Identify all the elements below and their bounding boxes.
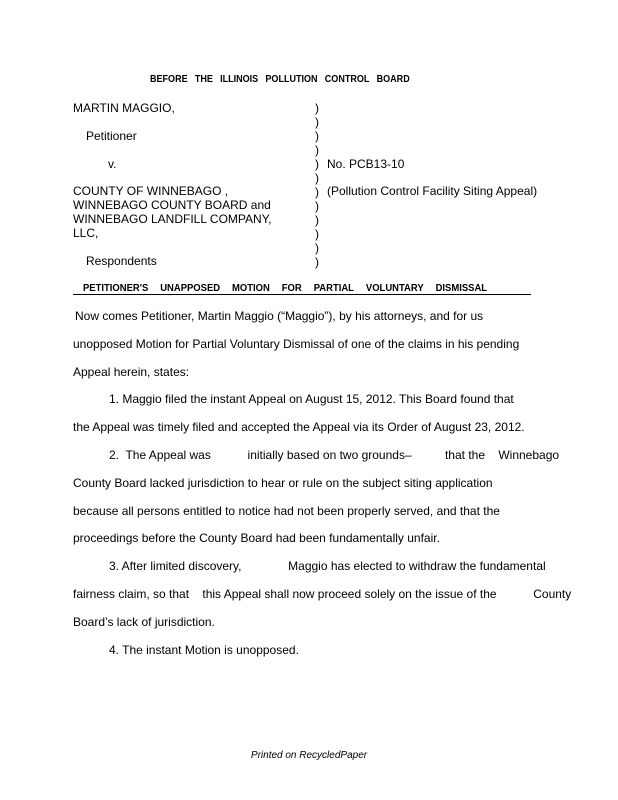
- respondent-role: Respondents: [86, 254, 157, 268]
- case-type: (Pollution Control Facility Siting Appeal): [327, 184, 538, 198]
- heading-word: BOARD: [376, 73, 410, 85]
- para2-line: proceedings before the County Board had been fundamentally unfair.: [73, 531, 440, 545]
- title-underline: [73, 294, 531, 295]
- caption-paren: ): [315, 101, 319, 115]
- para2-line: County Board lacked jurisdiction to hear or rule on the subject siting application: [73, 476, 493, 490]
- heading-word: THE: [194, 73, 213, 85]
- caption-paren: ): [315, 241, 319, 255]
- heading-word: POLLUTION: [265, 73, 318, 85]
- motion-title-word: VOLUNTARY: [365, 282, 424, 294]
- motion-title-word: MOTION: [232, 282, 270, 294]
- heading-word: CONTROL: [324, 73, 370, 85]
- case-number: No. PCB13-10: [327, 157, 405, 171]
- versus: v.: [108, 157, 117, 171]
- motion-title-word: PETITIONER'S: [83, 282, 149, 294]
- caption-paren: ): [315, 255, 319, 269]
- caption-paren: ): [315, 171, 319, 185]
- para2-line: 2. The Appeal was initially based on two grounds– that the Winnebago: [109, 448, 560, 462]
- para2-line: because all persons entitled to notice had not been properly served, and that the: [73, 504, 500, 518]
- motion-title: [83, 282, 487, 294]
- motion-title-word: DISMISSAL: [435, 282, 488, 294]
- para3-line: 3. After limited discovery, Maggio has elected to withdraw the fundamental: [109, 559, 546, 573]
- motion-title-word: PARTIAL: [313, 282, 354, 294]
- respondent-line: WINNEBAGO COUNTY BOARD and: [73, 198, 271, 212]
- petitioner-name: MARTIN MAGGIO,: [73, 101, 175, 115]
- para1-line: 1. Maggio filed the instant Appeal on August 15, 2012. This Board found that: [109, 392, 514, 406]
- para3-line: fairness claim, so that this Appeal shall now proceed solely on the issue of the County: [73, 587, 572, 601]
- caption-paren: ): [315, 143, 319, 157]
- respondent-line: LLC,: [73, 226, 99, 240]
- caption-paren: ): [315, 129, 319, 143]
- para4-line: 4. The instant Motion is unopposed.: [109, 643, 299, 657]
- respondent-line: COUNTY OF WINNEBAGO ,: [73, 184, 229, 198]
- intro-line: Appeal herein, states:: [73, 365, 190, 379]
- intro-line: Now comes Petitioner, Martin Maggio (“Maggio”), by his attorneys, and for us: [75, 309, 484, 323]
- caption-paren: ): [315, 213, 319, 227]
- caption-paren: ): [315, 157, 319, 171]
- para1-line: the Appeal was timely filed and accepted the Appeal via its Order of August 23, 2012.: [73, 420, 525, 434]
- motion-title-word: UNAPPOSED: [160, 282, 221, 294]
- petitioner-role: Petitioner: [86, 129, 137, 143]
- caption-paren: ): [315, 199, 319, 213]
- caption-paren: ): [315, 115, 319, 129]
- footer-note: Printed on RecycledPaper: [250, 750, 368, 761]
- caption-paren: ): [315, 185, 319, 199]
- para3-line: Board’s lack of jurisdiction.: [73, 615, 215, 629]
- intro-line: unopposed Motion for Partial Voluntary Dismissal of one of the claims in his pending: [73, 337, 520, 351]
- motion-title-word: FOR: [281, 282, 302, 294]
- board-heading: [150, 73, 410, 85]
- caption-paren: ): [315, 227, 319, 241]
- respondent-line: WINNEBAGO LANDFILL COMPANY,: [73, 212, 272, 226]
- heading-word: BEFORE: [150, 73, 188, 85]
- heading-word: ILLINOIS: [220, 73, 259, 85]
